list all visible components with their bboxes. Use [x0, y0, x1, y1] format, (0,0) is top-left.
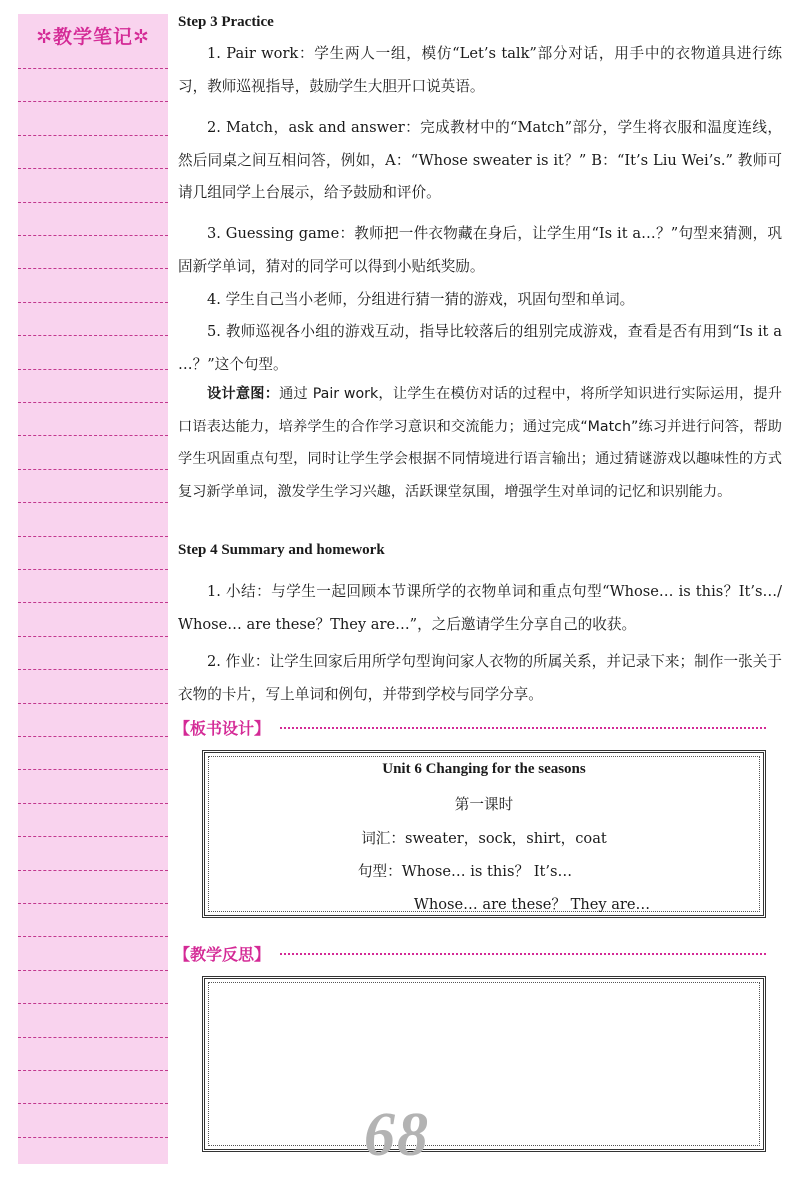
notes-title: ✲教学笔记✲	[36, 26, 150, 48]
notes-ruling-line	[18, 970, 168, 971]
notes-ruling-line	[18, 669, 168, 670]
reflection-box	[202, 976, 766, 1152]
board-vocab: 词汇：sweater，sock，shirt，coat	[361, 830, 607, 847]
reflection-tag-divider	[280, 953, 766, 955]
step4-paragraph-1: 1. 小结：与学生一起回顾本节课所学的衣物单词和重点句型“Whose… is this？It’s…/ Whose… are these？They are…”，之后邀请学生分享自己的收获。	[178, 583, 782, 633]
step3-paragraph-2: 2. Match，ask and answer：完成教材中的“Match”部分，学生将衣服和温度连线，然后同桌之间互相问答，例如，A：“Whose sweater is it？” B：“It’s Liu Wei’s.” 教师可请几组同学上台展示，给予鼓励和评价。	[178, 119, 782, 201]
notes-ruling-line	[18, 168, 168, 169]
notes-ruling-line	[18, 1103, 168, 1104]
board-title: Unit 6 Changing for the seasons	[382, 761, 586, 777]
notes-ruling-line	[18, 435, 168, 436]
notes-ruling-line	[18, 402, 168, 403]
design-intent	[178, 378, 782, 508]
board-design-tag: 【板书设计】	[174, 719, 271, 738]
notes-ruling-line	[18, 1070, 168, 1071]
notes-ruling-line	[18, 769, 168, 770]
notes-ruling-line	[18, 803, 168, 804]
notes-ruling-line	[18, 101, 168, 102]
design-intent-label: 设计意图：	[207, 386, 280, 402]
step3-paragraph-4: 4. 学生自己当小老师，分组进行猜一猜的游戏，巩固句型和单词。	[207, 291, 635, 308]
notes-ruling-line	[18, 268, 168, 269]
step4-paragraph-2: 2. 作业：让学生回家后用所学句型询问家人衣物的所属关系，并记录下来；制作一张关于衣物的卡片，写上单词和例句，并带到学校与同学分享。	[178, 653, 782, 703]
notes-column	[18, 14, 168, 1164]
notes-ruling-line	[18, 1003, 168, 1004]
notes-ruling-line	[18, 502, 168, 503]
notes-ruling-line	[18, 202, 168, 203]
notes-ruling-line	[18, 369, 168, 370]
board-pattern-2: Whose… are these？ They are…	[413, 896, 651, 913]
notes-ruling-line	[18, 1037, 168, 1038]
step3-paragraph-3: 3. Guessing game：教师把一件衣物藏在身后，让学生用“Is it a…？”句型来猜测，巩固新学单词，猜对的同学可以得到小贴纸奖励。	[178, 225, 782, 275]
step4-heading: Step 4 Summary and homework	[178, 542, 385, 558]
step3-paragraph-1: 1. Pair work：学生两人一组，模仿“Let’s talk”部分对话，用手中的衣物道具进行练习，教师巡视指导，鼓励学生大胆开口说英语。	[178, 45, 782, 95]
notes-ruling-line	[18, 936, 168, 937]
step3-heading: Step 3 Practice	[178, 14, 274, 30]
notes-ruling-line	[18, 1137, 168, 1138]
notes-ruling-line	[18, 235, 168, 236]
board-tag-divider	[280, 727, 766, 729]
notes-ruling-line	[18, 335, 168, 336]
design-intent-text: 通过 Pair work，让学生在模仿对话的过程中，将所学知识进行实际运用，提升口语表达能力，培养学生的合作学习意识和交流能力；通过完成“Match”练习并进行问答，帮助学生巩固重点句型，同时让学生学会根据不同情境进行语言输出；通过猜谜游戏以趣味性的方式复习新学单词，激发学生学习兴趣，活跃课堂氛围，增强学生对单词的记忆和识别能力。	[178, 386, 782, 500]
notes-ruling-line	[18, 703, 168, 704]
notes-ruling-line	[18, 636, 168, 637]
notes-ruling-line	[18, 736, 168, 737]
notes-ruling-line	[18, 536, 168, 537]
notes-ruling-line	[18, 469, 168, 470]
notes-ruling-line	[18, 302, 168, 303]
notes-ruling-line	[18, 135, 168, 136]
notes-ruling-line	[18, 836, 168, 837]
board-pattern-1: 句型：Whose… is this？ It’s…	[357, 863, 573, 880]
notes-ruling-line	[18, 602, 168, 603]
page-number: 68	[364, 1101, 430, 1169]
board-design-box	[202, 750, 766, 918]
notes-ruling-line	[18, 870, 168, 871]
board-lesson: 第一课时	[454, 796, 514, 813]
notes-ruling-line	[18, 569, 168, 570]
reflection-tag: 【教学反思】	[174, 945, 271, 964]
notes-ruling-line	[18, 68, 168, 69]
notes-ruling-line	[18, 903, 168, 904]
step3-paragraph-5: 5. 教师巡视各小组的游戏互动，指导比较落后的组别完成游戏，查看是否有用到“Is it a …？”这个句型。	[178, 323, 782, 373]
